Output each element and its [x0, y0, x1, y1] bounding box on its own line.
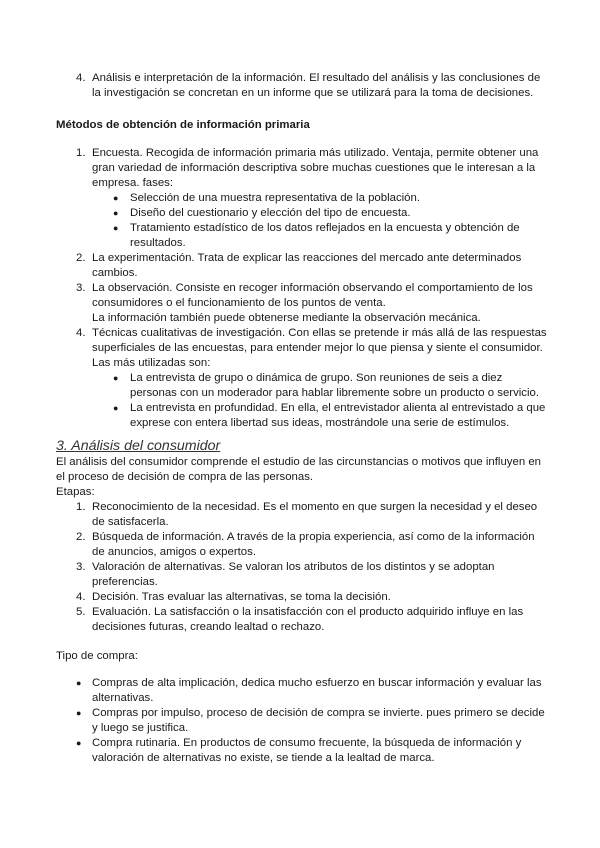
intro-paragraph: El análisis del consumidor comprende el estudio de las circunstancias o motivos que influyen en el proceso de decisión de compra de las personas. — [56, 456, 541, 483]
bullet-item — [0, 371, 600, 401]
section-title-consumer-analysis: 3. Análisis del consumidor — [56, 438, 221, 454]
list-number: 5. — [76, 606, 86, 618]
list-text: Reconocimiento de la necesidad. Es el momento en que surgen la necesidad y el deseo de satisfacerla. — [92, 501, 538, 528]
list-item-experimentation — [0, 251, 600, 281]
list-text: Decisión. Tras evaluar las alternativas, se toma la decisión. — [92, 591, 391, 603]
bullet-text: La entrevista de grupo o dinámica de grupo. Son reuniones de seis a diez personas con un moderador para hablar libremente sobre un producto o servicio. — [130, 372, 540, 399]
list-item — [0, 560, 600, 590]
list-number: 2. — [76, 531, 86, 543]
bullet-item — [0, 706, 600, 736]
bullet-text: Selección de una muestra representativa de la población. — [130, 192, 421, 204]
list-text: Análisis e interpretación de la información. El resultado del análisis y las conclusiones de la investigación se concretan en un informe que se utilizará para la toma de decisiones. — [92, 72, 541, 99]
bullet-icon: ● — [113, 223, 119, 233]
list-number: 4. — [76, 327, 86, 339]
list-number: 4. — [76, 591, 86, 603]
bullet-text: Tratamiento estadístico de los datos reflejados en la encuesta y obtención de resultados. — [130, 222, 520, 249]
bullet-icon: ● — [113, 193, 119, 203]
list-text: Evaluación. La satisfacción o la insatisfacción con el producto adquirido influye en las decisiones futuras, creando lealtad o rechazo. — [92, 606, 524, 633]
list-text: La experimentación. Trata de explicar las reacciones del mercado ante determinados cambios. — [92, 252, 522, 279]
bullet-text: Compras por impulso, proceso de decisión de compra se invierte. pues primero se decide y luego se justifica. — [92, 707, 545, 734]
list-number: 1. — [76, 147, 86, 159]
bullet-item — [0, 401, 600, 431]
bullet-icon: ● — [76, 738, 82, 748]
list-item-analysis — [0, 71, 600, 101]
bullet-text: Compra rutinaria. En productos de consumo frecuente, la búsqueda de información y valoración de alternativas no existe, se tiende a la lealtad de marca. — [92, 737, 522, 764]
bullet-item — [0, 191, 600, 206]
list-number: 3. — [76, 561, 86, 573]
bullet-icon: ● — [113, 403, 119, 413]
bullet-icon: ● — [113, 208, 119, 218]
list-item — [0, 590, 600, 605]
bullet-item — [0, 736, 600, 766]
list-item — [0, 500, 600, 530]
list-text: Valoración de alternativas. Se valoran los atributos de los distintos y se adoptan preferencias. — [92, 561, 495, 588]
list-extra-text: Las más utilizadas son: — [92, 357, 211, 369]
list-item-qualitative — [0, 326, 600, 371]
list-item — [0, 530, 600, 560]
list-text: Encuesta. Recogida de información primaria más utilizado. Ventaja, permite obtener una gran variedad de información descriptiva sobre muchas cuestiones que le interesan a la empresa. fases: — [92, 147, 539, 189]
primary-methods-list — [0, 146, 600, 431]
list-number: 3. — [76, 282, 86, 294]
list-extra-text: La información también puede obtenerse mediante la observación mecánica. — [92, 312, 481, 324]
list-item — [0, 605, 600, 635]
bullet-text: Compras de alta implicación, dedica mucho esfuerzo en buscar información y evaluar las alternativas. — [92, 677, 542, 704]
bullet-text: Diseño del cuestionario y elección del tipo de encuesta. — [130, 207, 411, 219]
stages-label: Etapas: — [56, 486, 95, 498]
bullet-icon: ● — [113, 373, 119, 383]
list-text: La observación. Consiste en recoger información observando el comportamiento de los consumidores o el funcionamiento de los puntos de venta. — [92, 282, 533, 309]
stages-list — [0, 500, 600, 635]
bullet-icon: ● — [76, 678, 82, 688]
list-text: Búsqueda de información. A través de la propia experiencia, así como de la información de anuncios, amigos o expertos. — [92, 531, 535, 558]
bullet-item — [0, 676, 600, 706]
list-item-observation — [0, 281, 600, 326]
bullet-item — [0, 206, 600, 221]
list-text: Técnicas cualitativas de investigación. Con ellas se pretende ir más allá de las respuestas superficiales de las encuestas, para entender mejor lo que piensa y siente el consumidor. — [92, 327, 547, 354]
bullet-item — [0, 221, 600, 251]
purchase-types-list — [0, 676, 600, 766]
bullet-icon: ● — [76, 708, 82, 718]
purchase-type-label: Tipo de compra: — [56, 650, 138, 662]
list-number: 4. — [76, 72, 86, 84]
list-number: 2. — [76, 252, 86, 264]
bullet-text: La entrevista en profundidad. En ella, el entrevistador alienta al entrevistado a que exprese con entera libertad sus ideas, mostrándole una serie de estímulos. — [130, 402, 546, 429]
list-number: 1. — [76, 501, 86, 513]
list-item-survey — [0, 146, 600, 191]
consumer-analysis-body — [0, 455, 600, 635]
section-heading-primary-methods: Métodos de obtención de información primaria — [56, 119, 310, 131]
